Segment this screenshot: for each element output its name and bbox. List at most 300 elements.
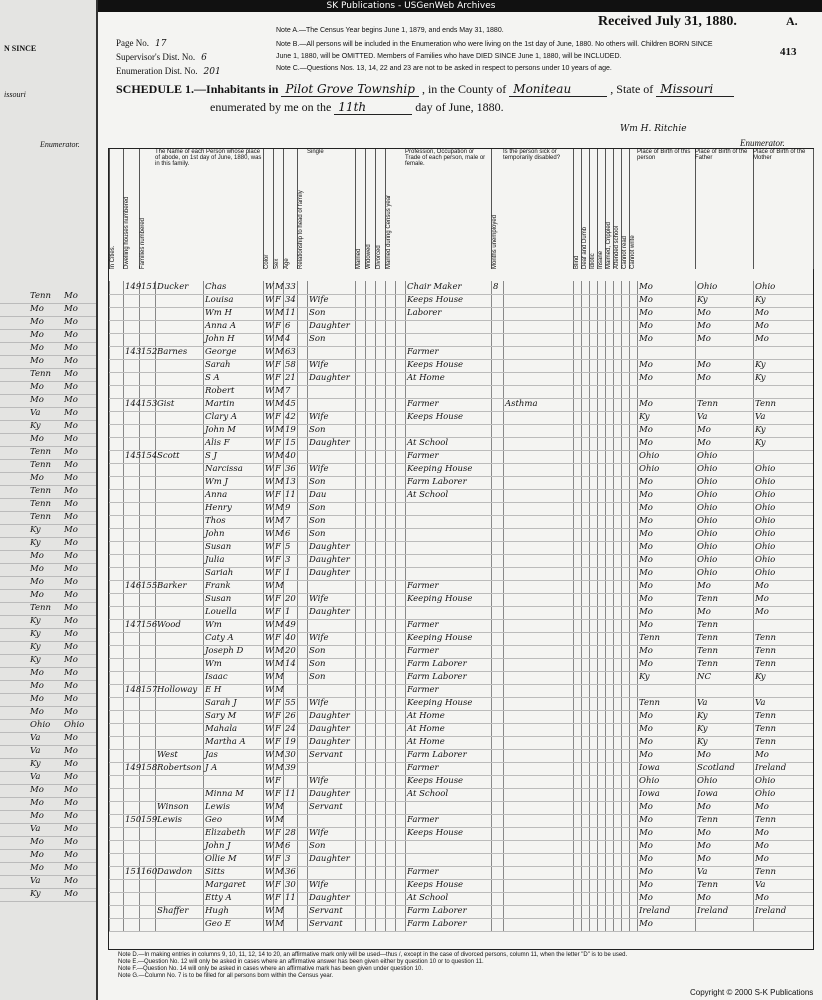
cell-b1: Mo [639, 724, 653, 734]
schedule-title: SCHEDULE 1.—Inhabitants in [116, 82, 279, 96]
cell-b3: Ohio [755, 503, 776, 513]
cell-sex: M [275, 308, 284, 318]
left-strip-row [0, 316, 96, 330]
cell-b3: Ohio [755, 555, 776, 565]
cell-color: W [265, 542, 274, 552]
cell-b2: Va [697, 698, 708, 708]
left-strip-row [0, 758, 96, 772]
cell-occ: Farmer [407, 815, 439, 825]
cell-given: Anna A [205, 321, 236, 331]
cell-occ: At Home [407, 724, 445, 734]
left-strip-row [0, 303, 96, 317]
cell-occ: Farm Laborer [407, 477, 467, 487]
cell-b3: Mo [755, 581, 769, 591]
cell-given: Lewis [205, 802, 231, 812]
cell-b3: Ky [755, 438, 766, 448]
cell-fam: 159 [141, 815, 158, 825]
cell-sex: F [275, 568, 281, 578]
cell-surname: Gist [157, 399, 175, 409]
cell-age: 11 [285, 308, 296, 318]
cell-b1: Mo [639, 490, 653, 500]
cell-sex: M [275, 815, 284, 825]
column-header: In Cities. [109, 149, 124, 269]
cell-b1: Mo [639, 828, 653, 838]
table-row [109, 281, 813, 295]
left-strip-cell: Mo [64, 863, 78, 873]
table-row [109, 411, 813, 425]
cell-rel: Dau [309, 490, 327, 500]
cell-sex: M [275, 620, 284, 630]
left-strip-row [0, 576, 96, 590]
cell-occ: Farmer [407, 763, 439, 773]
cell-age: 3 [285, 555, 291, 565]
cell-fam: 160 [141, 867, 158, 877]
cell-age: 14 [285, 659, 296, 669]
cell-dw: 148 [125, 685, 142, 695]
cell-given: John J [205, 841, 231, 851]
cell-rel: Daughter [309, 568, 350, 578]
cell-color: W [265, 399, 274, 409]
cell-rel: Wife [309, 295, 329, 305]
cell-b1: Mo [639, 282, 653, 292]
cell-color: W [265, 776, 274, 786]
table-row [109, 775, 813, 789]
cell-b3: Mo [755, 893, 769, 903]
column-header: Months unemployed [491, 149, 504, 269]
table-row [109, 515, 813, 529]
cell-b2: Tenn [697, 594, 718, 604]
left-strip-row [0, 667, 96, 681]
cell-rel: Son [309, 516, 326, 526]
column-header: Relationship to head of family [297, 149, 308, 269]
cell-occ: Keeps House [407, 880, 464, 890]
cell-sex: F [275, 698, 281, 708]
left-strip-enumerator: Enumerator. [40, 140, 80, 149]
cell-b3: Ohio [755, 776, 776, 786]
left-strip-row [0, 771, 96, 785]
cell-rel: Daughter [309, 737, 350, 747]
table-row [109, 372, 813, 386]
table-row [109, 827, 813, 841]
cell-given: Margaret [205, 880, 246, 890]
cell-sex: F [275, 373, 281, 383]
left-strip-row [0, 693, 96, 707]
cell-b2: Mo [697, 334, 711, 344]
left-strip-cell: Mo [64, 668, 78, 678]
cell-sex: M [275, 451, 284, 461]
cell-months: 8 [493, 282, 499, 292]
cell-rel: Servant [309, 919, 343, 929]
cell-given: Sariah [205, 568, 234, 578]
cell-given: Sary M [205, 711, 237, 721]
copyright-notice: Copyright © 2000 S-K Publications [690, 988, 814, 997]
cell-sex: M [275, 867, 284, 877]
cell-b1: Mo [639, 620, 653, 630]
left-page-strip [0, 0, 98, 1000]
cell-occ: Farmer [407, 581, 439, 591]
left-strip-cell: Mo [64, 343, 78, 353]
cell-color: W [265, 685, 274, 695]
cell-color: W [265, 828, 274, 838]
cell-color: W [265, 568, 274, 578]
cell-sex: M [275, 659, 284, 669]
column-header: Single [307, 149, 356, 269]
left-strip-cell: Mo [30, 564, 44, 574]
cell-b1: Mo [639, 750, 653, 760]
cell-rel: Wife [309, 698, 329, 708]
table-row [109, 918, 813, 932]
left-strip-subtitle: issouri [4, 90, 26, 99]
cell-b3: Ohio [755, 789, 776, 799]
cell-rel: Daughter [309, 607, 350, 617]
cell-surname: Lewis [157, 815, 183, 825]
cell-given: Sarah J [205, 698, 237, 708]
cell-sex: M [275, 802, 284, 812]
cell-b2: Ky [697, 724, 708, 734]
left-strip-row [0, 836, 96, 850]
cell-b2: Tenn [697, 659, 718, 669]
cell-color: W [265, 659, 274, 669]
table-row [109, 814, 813, 828]
column-header: Widowed [365, 149, 376, 269]
received-stamp: Received July 31, 1880. [598, 14, 737, 29]
left-strip-cell: Mo [64, 733, 78, 743]
cell-b2: Mo [697, 893, 711, 903]
cell-sex: F [275, 490, 281, 500]
left-strip-row [0, 368, 96, 382]
cell-b1: Mo [639, 711, 653, 721]
cell-b3: Ireland [755, 906, 787, 916]
cell-b1: Mo [639, 373, 653, 383]
table-row [109, 801, 813, 815]
cell-occ: Keeps House [407, 412, 464, 422]
left-strip-cell: Mo [64, 382, 78, 392]
cell-fam: 152 [141, 347, 158, 357]
cell-surname: West [157, 750, 178, 760]
cell-color: W [265, 646, 274, 656]
cell-b1: Ohio [639, 776, 660, 786]
cell-b2: Tenn [697, 815, 718, 825]
cell-sex: F [275, 737, 281, 747]
cell-b2: Va [697, 867, 708, 877]
cell-given: Louisa [205, 295, 234, 305]
cell-color: W [265, 412, 274, 422]
cell-age: 4 [285, 334, 291, 344]
footnote-g: Note G.—Column No. 7 is to be filled for all persons born within the Census year. [118, 973, 334, 979]
cell-color: W [265, 295, 274, 305]
left-strip-cell: Mo [30, 707, 44, 717]
cell-sex: F [275, 893, 281, 903]
left-strip-row [0, 589, 96, 603]
table-row [109, 437, 813, 451]
cell-rel: Servant [309, 802, 343, 812]
footnote-f: Note F.—Question No. 14 will only be asked in cases where an affirmative mark has been given under question 10. [118, 966, 424, 972]
cell-given: Sarah [205, 360, 231, 370]
table-row [109, 593, 813, 607]
cell-given: Narcissa [205, 464, 243, 474]
cell-given: E H [205, 685, 222, 695]
cell-occ: At Home [407, 373, 445, 383]
corner-letter: A. [786, 14, 798, 28]
cell-given: Martin [205, 399, 235, 409]
cell-age: 6 [285, 529, 291, 539]
cell-dw: 150 [125, 815, 142, 825]
cell-given: J A [205, 763, 218, 773]
cell-occ: Farm Laborer [407, 919, 467, 929]
cell-given: John [205, 529, 225, 539]
cell-b3: Ohio [755, 282, 776, 292]
cell-b1: Ohio [639, 464, 660, 474]
cell-rel: Daughter [309, 438, 350, 448]
cell-color: W [265, 750, 274, 760]
cell-occ: Farm Laborer [407, 750, 467, 760]
column-header: Dwelling houses numbered [123, 149, 140, 269]
cell-color: W [265, 581, 274, 591]
left-strip-cell: Mo [64, 434, 78, 444]
cell-color: W [265, 672, 274, 682]
table-row [109, 554, 813, 568]
cell-color: W [265, 802, 274, 812]
cell-age: 7 [285, 516, 291, 526]
cell-rel: Daughter [309, 789, 350, 799]
cell-sex: M [275, 750, 284, 760]
cell-b2: Ohio [697, 503, 718, 513]
left-strip-cell: Mo [64, 577, 78, 587]
cell-b1: Mo [639, 477, 653, 487]
cell-b1: Mo [639, 399, 653, 409]
archive-banner [0, 0, 822, 12]
cell-b3: Tenn [755, 633, 776, 643]
left-strip-row [0, 862, 96, 876]
cell-b3: Tenn [755, 659, 776, 669]
cell-fam: 154 [141, 451, 158, 461]
cell-occ: Farmer [407, 399, 439, 409]
left-strip-row [0, 537, 96, 551]
left-strip-cell: Va [30, 408, 41, 418]
left-strip-cell: Mo [64, 369, 78, 379]
cell-color: W [265, 503, 274, 513]
cell-rel: Son [309, 425, 326, 435]
cell-surname: Dawdon [157, 867, 193, 877]
cell-b2: Mo [697, 425, 711, 435]
left-strip-row [0, 745, 96, 759]
cell-occ: At School [407, 438, 449, 448]
cell-sex: F [275, 711, 281, 721]
cell-occ: Chair Maker [407, 282, 462, 292]
cell-b2: NC [697, 672, 711, 682]
column-header: Is the person sick or temporarily disabled? [503, 149, 574, 269]
cell-occ: Farmer [407, 646, 439, 656]
cell-b1: Mo [639, 594, 653, 604]
cell-b3: Mo [755, 841, 769, 851]
left-strip-cell: Mo [30, 811, 44, 821]
cell-given: Alis F [205, 438, 230, 448]
cell-occ: Keeps House [407, 776, 464, 786]
cell-age: 28 [285, 828, 296, 838]
table-row [109, 346, 813, 360]
table-row [109, 853, 813, 867]
left-strip-cell: Mo [64, 408, 78, 418]
left-strip-cell: Mo [64, 798, 78, 808]
column-header: Maimed, Crippled [605, 149, 614, 269]
cell-color: W [265, 880, 274, 890]
cell-occ: Keeps House [407, 295, 464, 305]
cell-age: 6 [285, 321, 291, 331]
left-strip-cell: Mo [30, 668, 44, 678]
cell-surname: Barker [157, 581, 187, 591]
cell-color: W [265, 620, 274, 630]
cell-b2: Tenn [697, 620, 718, 630]
column-header: Age [283, 149, 298, 269]
township-field: Pilot Grove Township [281, 82, 419, 97]
cell-color: W [265, 698, 274, 708]
cell-b2: Iowa [697, 789, 718, 799]
cell-sex: F [275, 542, 281, 552]
left-strip-row [0, 420, 96, 434]
cell-sex: F [275, 724, 281, 734]
cell-b2: Ireland [697, 906, 729, 916]
left-strip-row [0, 524, 96, 538]
cell-sex: F [275, 828, 281, 838]
cell-given: Minna M [205, 789, 244, 799]
cell-b3: Tenn [755, 399, 776, 409]
enumerator-label: Enumerator. [740, 138, 785, 148]
cell-occ: At School [407, 893, 449, 903]
left-strip-cell: Mo [30, 382, 44, 392]
cell-b3: Ohio [755, 464, 776, 474]
cell-rel: Wife [309, 880, 329, 890]
cell-sex: F [275, 789, 281, 799]
table-row [109, 385, 813, 399]
cell-b2: Ohio [697, 490, 718, 500]
cell-rel: Son [309, 503, 326, 513]
cell-given: Isaac [205, 672, 228, 682]
cell-occ: Farmer [407, 451, 439, 461]
left-strip-cell: Va [30, 746, 41, 756]
cell-age: 30 [285, 750, 296, 760]
cell-rel: Daughter [309, 555, 350, 565]
column-header: Cannot write [629, 149, 638, 269]
cell-rel: Wife [309, 594, 329, 604]
table-row [109, 333, 813, 347]
cell-rel: Son [309, 841, 326, 851]
footnote-d: Note D.—In making entries in columns 9, 10, 11, 12, 14 to 20, an affirmative mark only will be used—thus /, except in the case of divorced persons, column 11, when the letter "D" is to be used. [118, 952, 628, 958]
cell-b2: Mo [697, 373, 711, 383]
banner-text: SK Publications - USGenWeb Archives [326, 1, 496, 11]
table-row [109, 710, 813, 724]
left-strip-row [0, 355, 96, 369]
cell-color: W [265, 711, 274, 721]
cell-color: W [265, 763, 274, 773]
cell-color: W [265, 607, 274, 617]
cell-b1: Mo [639, 607, 653, 617]
cell-b1: Ohio [639, 451, 660, 461]
cell-b1: Mo [639, 659, 653, 669]
left-strip-cell: Tenn [30, 499, 51, 509]
cell-rel: Wife [309, 360, 329, 370]
cell-sex: F [275, 776, 281, 786]
cell-given: Hugh [205, 906, 229, 916]
cell-b3: Tenn [755, 867, 776, 877]
cell-rel: Son [309, 646, 326, 656]
cell-b3: Mo [755, 750, 769, 760]
cell-given: S J [205, 451, 217, 461]
table-row [109, 645, 813, 659]
left-strip-cell: Ky [30, 525, 41, 535]
enumeration-label: Enumeration Dist. No. [116, 66, 198, 76]
left-strip-row [0, 459, 96, 473]
cell-sex: M [275, 503, 284, 513]
cell-sex: F [275, 464, 281, 474]
left-strip-cell: Mo [64, 473, 78, 483]
cell-occ: Keeping House [407, 698, 473, 708]
table-row [109, 632, 813, 646]
table-row [109, 450, 813, 464]
cell-sex: M [275, 529, 284, 539]
cell-color: W [265, 386, 274, 396]
cell-b3: Ky [755, 672, 766, 682]
table-row [109, 294, 813, 308]
cell-given: Wm J [205, 477, 228, 487]
cell-sex: F [275, 633, 281, 643]
cell-b1: Mo [639, 295, 653, 305]
cell-b3: Mo [755, 607, 769, 617]
cell-age: 26 [285, 711, 296, 721]
cell-given: Susan [205, 542, 232, 552]
left-strip-cell: Mo [64, 317, 78, 327]
enumerated-line [210, 100, 504, 115]
cell-b1: Tenn [639, 633, 660, 643]
cell-given: Sitts [205, 867, 225, 877]
cell-b1: Tenn [639, 698, 660, 708]
left-strip-cell: Mo [64, 421, 78, 431]
table-row [109, 697, 813, 711]
cell-b3: Tenn [755, 646, 776, 656]
left-strip-cell: Mo [30, 785, 44, 795]
cell-b2: Mo [697, 607, 711, 617]
left-strip-cell: Va [30, 733, 41, 743]
census-table [108, 148, 814, 950]
cell-b2: Tenn [697, 880, 718, 890]
left-strip-cell: Ohio [30, 720, 51, 730]
cell-b3: Tenn [755, 815, 776, 825]
left-strip-row [0, 433, 96, 447]
left-strip-cell: Mo [64, 655, 78, 665]
cell-color: W [265, 906, 274, 916]
cell-b3: Va [755, 880, 766, 890]
cell-color: W [265, 633, 274, 643]
cell-rel: Son [309, 529, 326, 539]
cell-b3: Ohio [755, 568, 776, 578]
left-strip-cell: Ky [30, 629, 41, 639]
cell-dw: 143 [125, 347, 142, 357]
cell-b1: Mo [639, 568, 653, 578]
left-strip-row [0, 654, 96, 668]
left-strip-row [0, 628, 96, 642]
cell-color: W [265, 490, 274, 500]
cell-b3: Ohio [755, 529, 776, 539]
table-row [109, 567, 813, 581]
cell-sex: M [275, 646, 284, 656]
left-strip-cell: Va [30, 824, 41, 834]
cell-sex: F [275, 412, 281, 422]
cell-sex: F [275, 321, 281, 331]
cell-occ: Farmer [407, 620, 439, 630]
left-strip-cell: Tenn [30, 460, 51, 470]
cell-b1: Mo [639, 815, 653, 825]
cell-color: W [265, 737, 274, 747]
cell-age: 7 [285, 386, 291, 396]
